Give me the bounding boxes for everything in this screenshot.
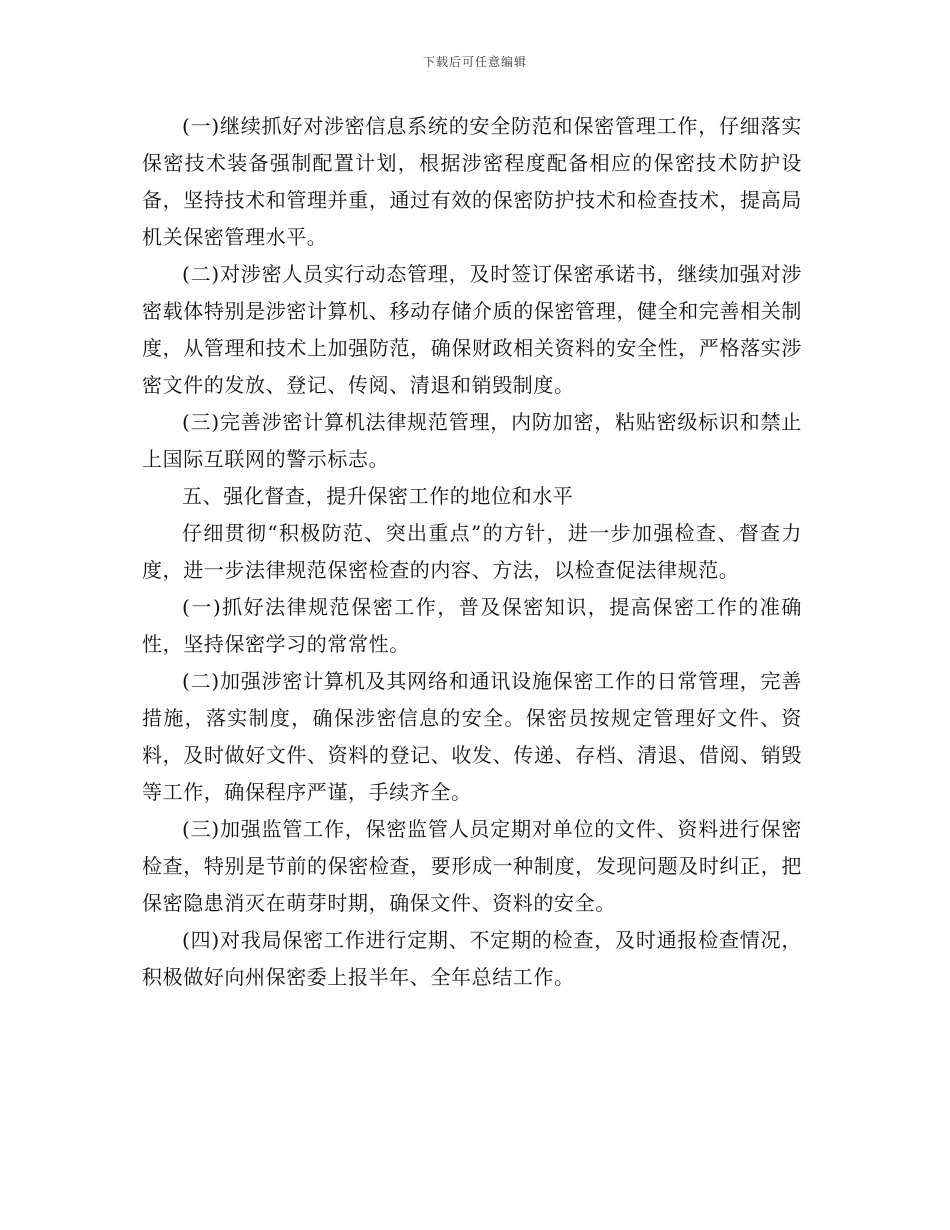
header-note: 下载后可任意编辑 — [422, 55, 527, 69]
paragraph-item-1: (一)继续抓好对涉密信息系统的安全防范和保密管理工作，仔细落实保密技术装备强制配置计划，根据涉密程度配备相应的保密技术防护设备，坚持技术和管理并重，通过有效的保密防护技术和检查技术，提高局机关保密管理水平。 — [142, 114, 802, 249]
document-body — [142, 108, 802, 996]
paragraph-item-5: 仔细贯彻“积极防范、突出重点”的方针，进一步加强检查、督查力度，进一步法律规范保密检查的内容、方法，以检查促法律规范。 — [142, 521, 802, 582]
paragraph-item-8: (三)加强监管工作，保密监管人员定期对单位的文件、资料进行保密检查，特别是节前的保密检查，要形成一种制度，发现问题及时纠正，把保密隐患消灭在萌芽时期，确保文件、资料的安全。 — [142, 817, 802, 915]
paragraph-item-3: (三)完善涉密计算机法律规范管理，内防加密，粘贴密级标识和禁止上国际互联网的警示标志。 — [142, 410, 802, 471]
paragraph-item-7: (二)加强涉密计算机及其网络和通讯设施保密工作的日常管理，完善措施，落实制度，确保涉密信息的安全。保密员按规定管理好文件、资料，及时做好文件、资料的登记、收发、传递、存档、清退、借阅、销毁等工作，确保程序严谨，手续齐全。 — [142, 669, 802, 804]
paragraph-item-2: (二)对涉密人员实行动态管理，及时签订保密承诺书，继续加强对涉密载体特别是涉密计算机、移动存储介质的保密管理，健全和完善相关制度，从管理和技术上加强防范，确保财政相关资料的安全性，严格落实涉密文件的发放、登记、传阅、清退和销毁制度。 — [142, 262, 802, 397]
paragraph-item-9: (四)对我局保密工作进行定期、不定期的检查，及时通报检查情况，积极做好向州保密委上报半年、全年总结工作。 — [142, 928, 802, 989]
section-heading: 五、强化督查，提升保密工作的地位和水平 — [182, 484, 574, 508]
paragraph-item-6: (一)抓好法律规范保密工作，普及保密知识，提高保密工作的准确性，坚持保密学习的常常性。 — [142, 595, 802, 656]
